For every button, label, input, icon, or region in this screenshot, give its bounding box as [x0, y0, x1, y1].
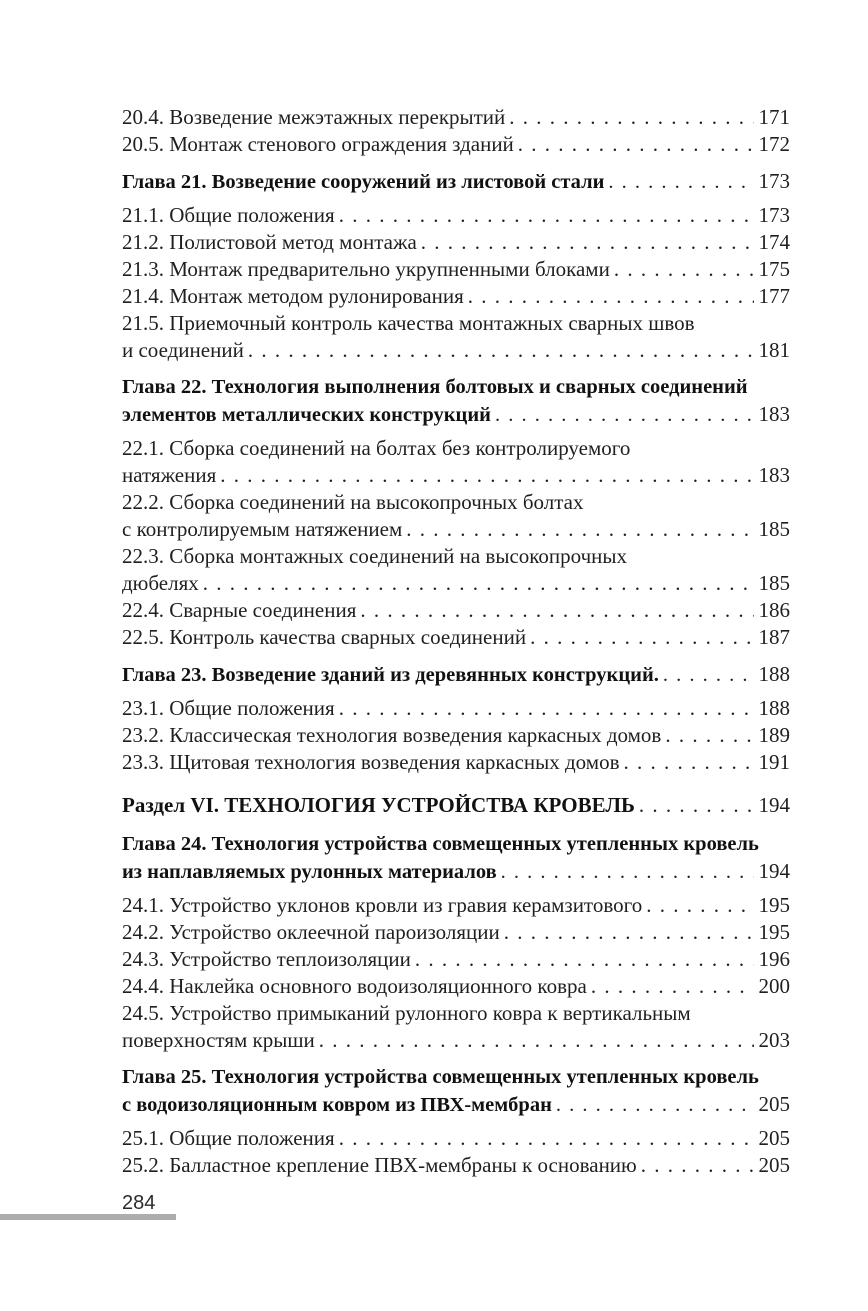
toc-line-text: 22.3. Сборка монтажных соединений на высокопрочных — [122, 544, 628, 568]
dot-leader — [556, 1092, 754, 1119]
dot-leader — [360, 597, 753, 624]
dot-leader — [468, 283, 754, 310]
toc-line-text: и соединений — [122, 338, 244, 362]
dot-leader — [608, 169, 753, 196]
toc-line-text: Глава 25. Технология устройства совмещенных утепленных кровель — [122, 1066, 759, 1088]
toc-line-text: 24.2. Устройство оклеечной пароизоляции — [122, 920, 500, 944]
toc-line — [122, 1027, 790, 1054]
toc-line — [122, 661, 790, 689]
toc-line — [122, 168, 790, 196]
toc-page-number: 187 — [758, 625, 790, 649]
toc-page-number: 172 — [758, 132, 790, 156]
toc-line-text: натяжения — [122, 463, 217, 487]
toc-page-number: 173 — [758, 203, 790, 227]
toc-line-text: 25.2. Балластное крепление ПВХ-мембраны к основанию — [122, 1153, 637, 1177]
toc-page-number: 171 — [758, 105, 790, 129]
toc-line-text: 22.1. Сборка соединений на болтах без контролируемого — [122, 436, 631, 460]
toc-line — [122, 831, 790, 858]
toc-line — [122, 570, 790, 597]
toc-line — [122, 435, 790, 462]
toc-line — [122, 919, 790, 946]
toc-line — [122, 131, 790, 158]
toc-entry — [122, 489, 790, 543]
footer-page-number: 284 — [122, 1192, 156, 1214]
toc-entry — [122, 722, 790, 749]
toc-entry — [122, 695, 790, 722]
toc-page-number: 195 — [758, 893, 790, 917]
toc-page-number: 205 — [758, 1092, 790, 1116]
toc-page-number: 188 — [758, 696, 790, 720]
toc-line — [122, 695, 790, 722]
toc-line-text: 21.5. Приемочный контроль качества монтажных сварных швов — [122, 311, 695, 335]
dot-leader — [501, 859, 754, 886]
toc-entry — [122, 435, 790, 489]
toc-page-number: 183 — [758, 402, 790, 426]
toc-line — [122, 104, 790, 131]
toc-line — [122, 310, 790, 337]
toc-entry — [122, 946, 790, 973]
toc-line — [122, 858, 790, 886]
toc-line-text: 20.4. Возведение межэтажных перекрытий — [122, 105, 506, 129]
toc-section-heading — [122, 792, 790, 819]
toc-page-number: 177 — [758, 284, 790, 308]
toc-chapter-heading — [122, 168, 790, 196]
dot-leader — [220, 462, 753, 489]
footer-divider-bar — [0, 1214, 176, 1220]
toc-line — [122, 722, 790, 749]
toc-line — [122, 1152, 790, 1179]
toc-entry — [122, 1000, 790, 1054]
toc-entry — [122, 131, 790, 158]
dot-leader — [406, 516, 753, 543]
toc-line — [122, 516, 790, 543]
toc-page-number: 185 — [758, 571, 790, 595]
dot-leader — [530, 624, 753, 651]
toc-page-number: 200 — [758, 974, 790, 998]
toc-entry — [122, 624, 790, 651]
toc-entry — [122, 1152, 790, 1179]
dot-leader — [339, 1125, 754, 1152]
toc-line-text: 20.5. Монтаж стенового ограждения зданий — [122, 132, 514, 156]
toc-line-text: 22.2. Сборка соединений на высокопрочных болтах — [122, 490, 584, 514]
toc-chapter-heading — [122, 374, 790, 429]
toc-page-number: 173 — [758, 169, 790, 193]
toc-line — [122, 749, 790, 776]
toc-line — [122, 283, 790, 310]
dot-leader — [203, 570, 754, 597]
dot-leader — [641, 1152, 754, 1179]
toc-line — [122, 401, 790, 429]
toc-line — [122, 1091, 790, 1119]
toc-page-number: 191 — [758, 750, 790, 774]
toc-chapter-heading — [122, 831, 790, 886]
toc-chapter-heading — [122, 1064, 790, 1119]
toc-page-number: 205 — [758, 1126, 790, 1150]
toc-page-number: 195 — [758, 920, 790, 944]
toc-line-text: 21.2. Полистовой метод монтажа — [122, 230, 417, 254]
toc-entry — [122, 202, 790, 229]
toc-page-number: 186 — [758, 598, 790, 622]
dot-leader — [339, 202, 754, 229]
toc-line-text: дюбелях — [122, 571, 199, 595]
toc-line-text: 24.5. Устройство примыканий рулонного ковра к вертикальным — [122, 1001, 691, 1025]
dot-leader — [339, 695, 754, 722]
toc-entry — [122, 892, 790, 919]
table-of-contents — [122, 104, 790, 1179]
toc-entry — [122, 104, 790, 131]
toc-line-text: 21.1. Общие положения — [122, 203, 335, 227]
toc-line — [122, 337, 790, 364]
dot-leader — [639, 792, 754, 819]
dot-leader — [518, 131, 754, 158]
toc-line — [122, 1000, 790, 1027]
toc-page-number: 196 — [758, 947, 790, 971]
toc-line-text: элементов металлических конструкций — [122, 404, 491, 426]
toc-entry — [122, 543, 790, 597]
toc-line-text: Глава 21. Возведение сооружений из листовой стали — [122, 171, 605, 193]
toc-entry — [122, 256, 790, 283]
toc-page-number: 205 — [758, 1153, 790, 1177]
toc-page-number: 203 — [758, 1028, 790, 1052]
toc-entry — [122, 749, 790, 776]
toc-line-text: 24.4. Наклейка основного водоизоляционного ковра — [122, 974, 587, 998]
dot-leader — [646, 892, 753, 919]
toc-line — [122, 792, 790, 819]
toc-line-text: 24.3. Устройство теплоизоляции — [122, 947, 411, 971]
toc-line-text: из наплавляемых рулонных материалов — [122, 861, 497, 883]
toc-entry — [122, 1125, 790, 1152]
toc-line — [122, 597, 790, 624]
toc-line-text: Глава 24. Технология устройства совмещенных утепленных кровель — [122, 833, 759, 855]
toc-line — [122, 229, 790, 256]
toc-line-text: Раздел VI. ТЕХНОЛОГИЯ УСТРОЙСТВА КРОВЕЛЬ — [122, 793, 635, 817]
toc-line-text: с контролируемым натяжением — [122, 517, 403, 541]
dot-leader — [495, 402, 754, 429]
toc-entry — [122, 310, 790, 364]
toc-page-number: 185 — [758, 517, 790, 541]
dot-leader — [623, 749, 753, 776]
toc-entry — [122, 973, 790, 1000]
toc-line — [122, 374, 790, 401]
dot-leader — [509, 104, 753, 131]
toc-line — [122, 462, 790, 489]
dot-leader — [665, 722, 753, 749]
toc-line — [122, 892, 790, 919]
toc-line-text: 23.2. Классическая технология возведения каркасных домов — [122, 723, 662, 747]
toc-entry — [122, 283, 790, 310]
toc-line-text: 22.5. Контроль качества сварных соединений — [122, 625, 527, 649]
toc-line-text: 23.3. Щитовая технология возведения каркасных домов — [122, 750, 620, 774]
toc-line-text: 21.4. Монтаж методом рулонирования — [122, 284, 464, 308]
dot-leader — [415, 946, 754, 973]
toc-line-text: 22.4. Сварные соединения — [122, 598, 357, 622]
dot-leader — [421, 229, 754, 256]
toc-line — [122, 946, 790, 973]
toc-line — [122, 1064, 790, 1091]
toc-line-text: поверхностям крыши — [122, 1028, 315, 1052]
toc-page-number: 194 — [758, 859, 790, 883]
toc-page-number: 174 — [758, 230, 790, 254]
dot-leader — [504, 919, 754, 946]
toc-line — [122, 624, 790, 651]
toc-line-text: 23.1. Общие положения — [122, 696, 335, 720]
toc-page-number: 183 — [758, 463, 790, 487]
dot-leader — [614, 256, 754, 283]
toc-page-number: 194 — [758, 793, 790, 817]
toc-line — [122, 973, 790, 1000]
toc-entry — [122, 229, 790, 256]
toc-page-number: 188 — [758, 662, 790, 686]
toc-line — [122, 256, 790, 283]
toc-entry — [122, 919, 790, 946]
toc-line — [122, 202, 790, 229]
toc-line-text: 25.1. Общие положения — [122, 1126, 335, 1150]
toc-line — [122, 543, 790, 570]
dot-leader — [591, 973, 754, 1000]
toc-line-text: Глава 23. Возведение зданий из деревянных конструкций. — [122, 664, 659, 686]
toc-line-text: 21.3. Монтаж предварительно укрупненными блоками — [122, 257, 610, 281]
toc-entry — [122, 597, 790, 624]
dot-leader — [248, 337, 754, 364]
toc-line — [122, 1125, 790, 1152]
toc-line-text: с водоизоляционным ковром из ПВХ-мембран — [122, 1094, 552, 1116]
toc-chapter-heading — [122, 661, 790, 689]
toc-line-text: 24.1. Устройство уклонов кровли из гравия керамзитового — [122, 893, 643, 917]
toc-line-text: Глава 22. Технология выполнения болтовых и сварных соединений — [122, 376, 748, 398]
toc-page-number: 181 — [758, 338, 790, 362]
toc-page-number: 175 — [758, 257, 790, 281]
toc-page-number: 189 — [758, 723, 790, 747]
toc-line — [122, 489, 790, 516]
dot-leader — [663, 662, 754, 689]
dot-leader — [319, 1027, 754, 1054]
